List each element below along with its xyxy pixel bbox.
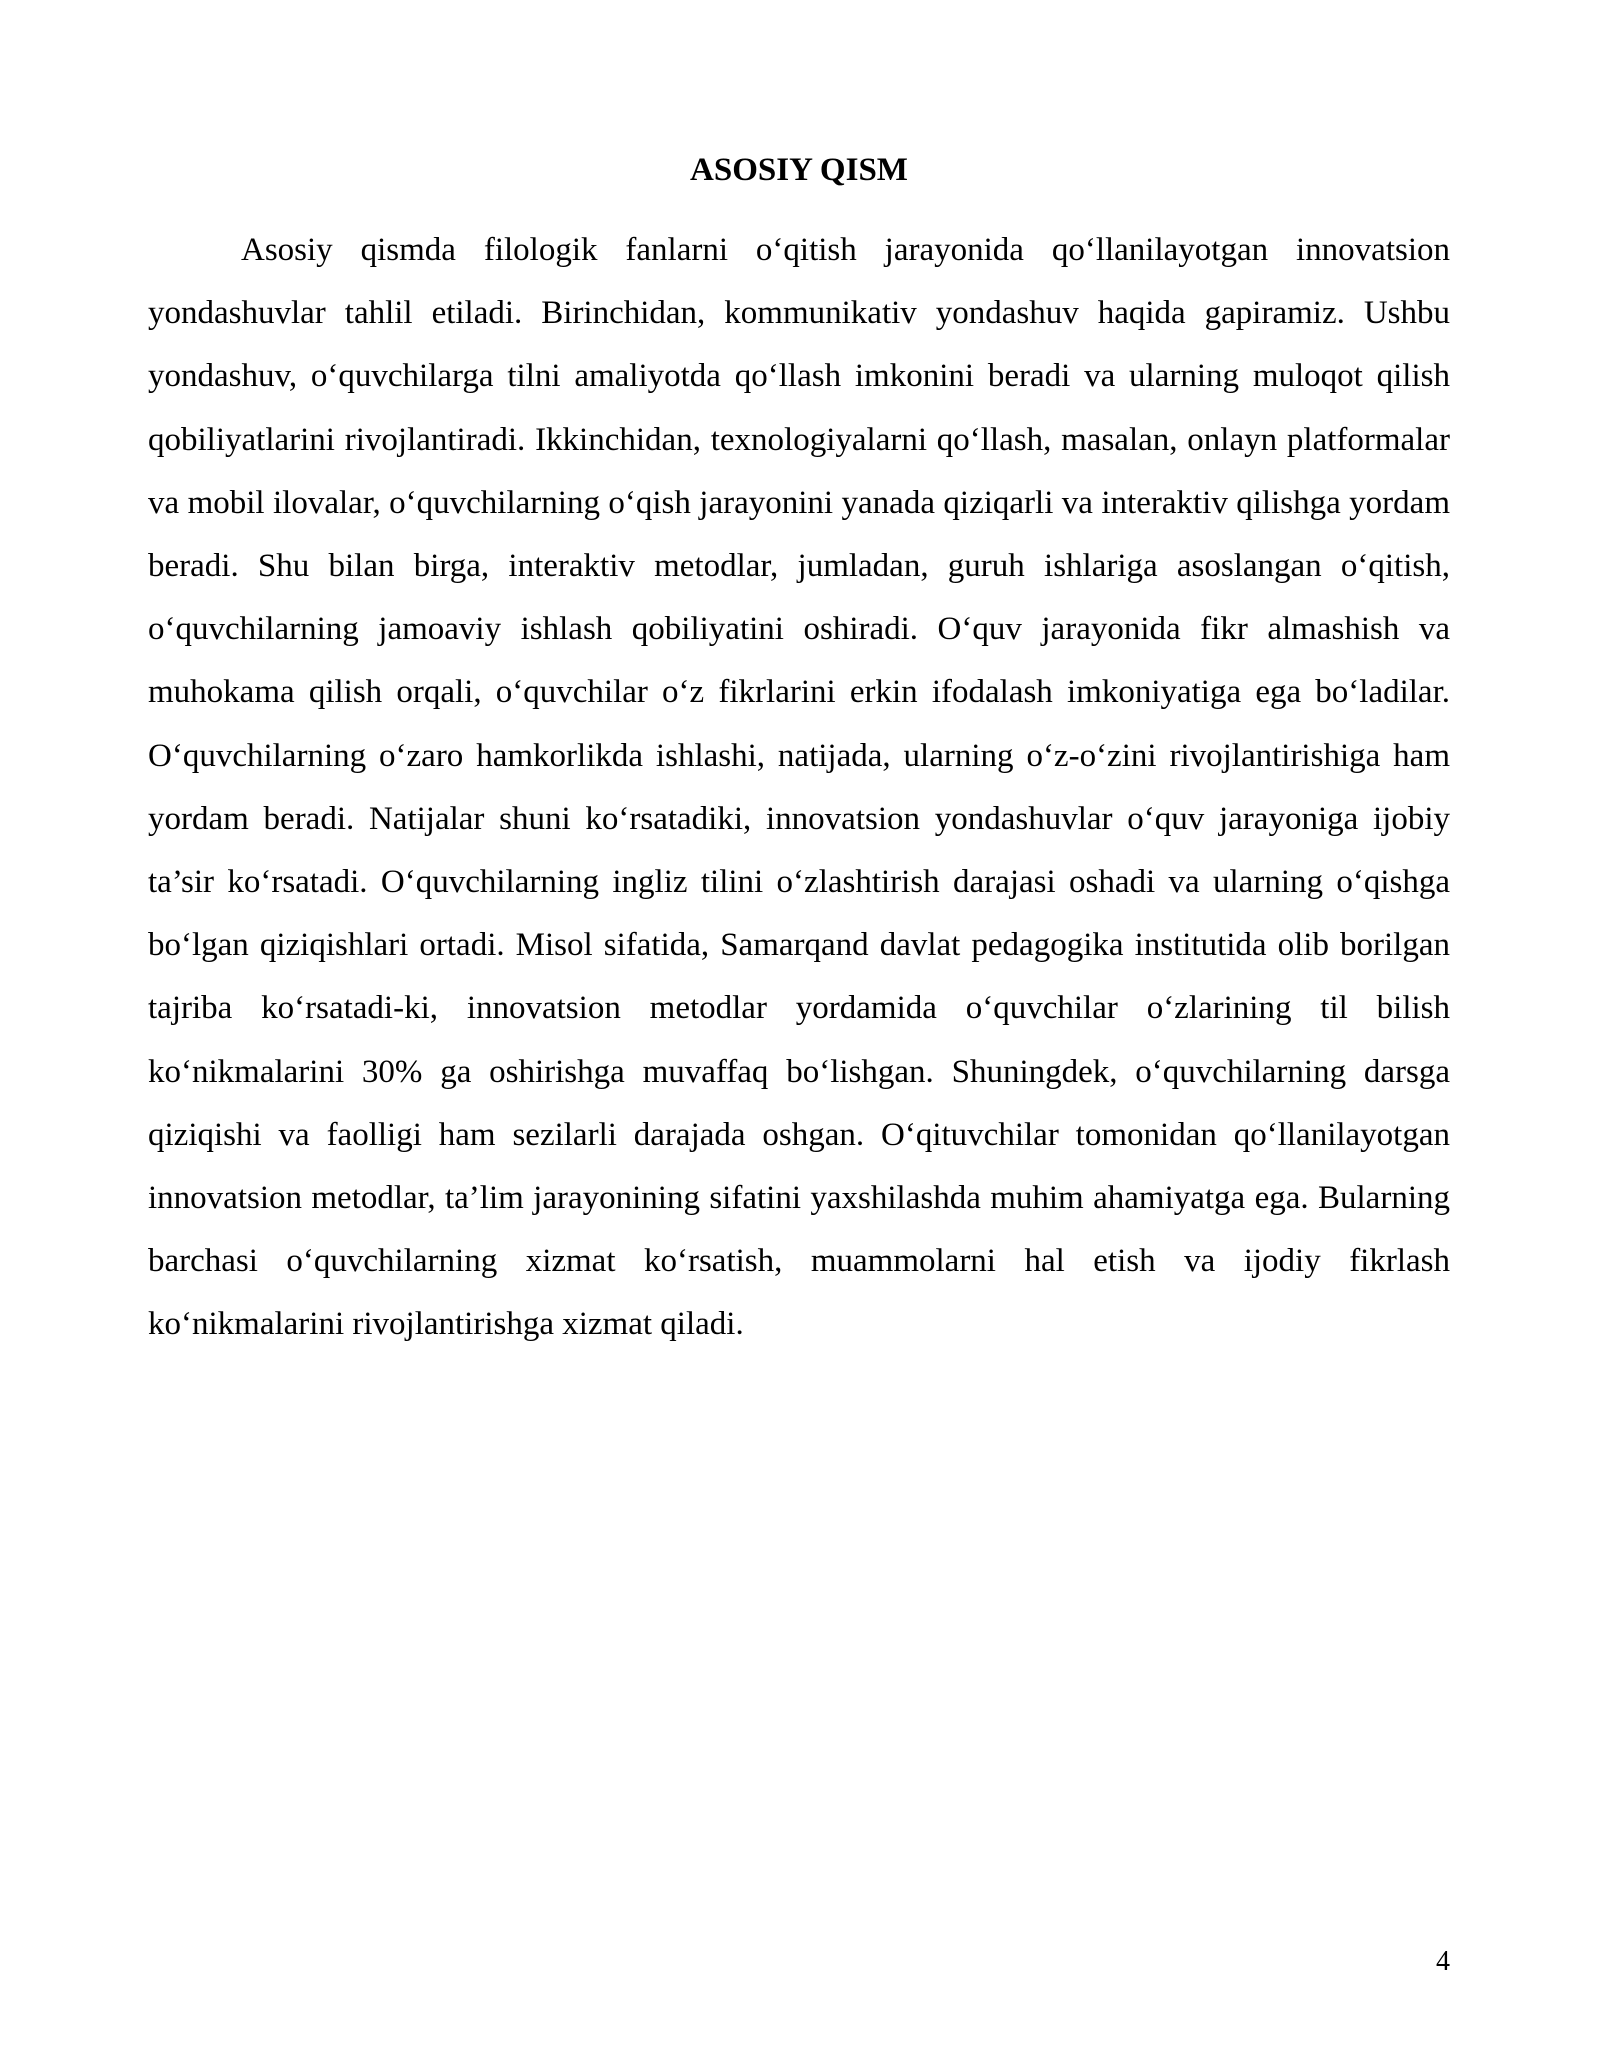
page-number: 4 — [1436, 1946, 1450, 1977]
section-heading: ASOSIY QISM — [690, 152, 908, 188]
body-paragraph: Asosiy qismda filologik fanlarni o‘qitish jarayonida qo‘llanilayotgan innovatsion yondashuvlar tahlil etiladi. Birinchidan, kommunikativ yondashuv haqida gapiramiz. Ushbu yondashuv, o‘quvchilarga tilni amaliyotda qo‘llash imkonini beradi va ularning muloqot qilish qobiliyatlarini rivojlantiradi. Ikkinchidan, texnologiyalarni qo‘llash, masalan, onlayn platformalar va mobil ilovalar, o‘quvchilarning o‘qish jarayonini yanada qiziqarli va interaktiv qilishga yordam beradi. Shu bilan birga, interaktiv metodlar, jumladan, guruh ishlariga asoslangan o‘qitish, o‘quvchilarning jamoaviy ishlash qobiliyatini oshiradi. O‘quv jarayonida fikr almashish va muhokama qilish orqali, o‘quvchilar o‘z fikrlarini erkin ifodalash imkoniyatiga ega bo‘ladilar. O‘quvchilarning o‘zaro hamkorlikda ishlashi, natijada, ularning o‘z-o‘zini rivojlantirishiga ham yordam beradi. Natijalar shuni ko‘rsatadiki, innovatsion yondashuvlar o‘quv jarayoniga ijobiy ta’sir ko‘rsatadi. O‘quvchilarning ingliz tilini o‘zlashtirish darajasi oshadi va ularning o‘qishga bo‘lgan qiziqishlari ortadi. Misol sifatida, Samarqand davlat pedagogika institutida olib borilgan tajriba ko‘rsatadi-ki, innovatsion metodlar yordamida o‘quvchilar o‘zlarining til bilish ko‘nikmalarini 30% ga oshirishga muvaffaq bo‘lishgan. Shuningdek, o‘quvchilarning darsga qiziqishi va faolligi ham sezilarli darajada oshgan. O‘qituvchilar tomonidan qo‘llanilayotgan innovatsion metodlar, ta’lim jarayonining sifatini yaxshilashda muhim ahamiyatga ega. Bularning barchasi o‘quvchilarning xizmat ko‘rsatish, muammolarni hal etish va ijodiy fikrlash ko‘nikmalarini rivojlantirishga xizmat qiladi. — [148, 232, 1450, 1343]
